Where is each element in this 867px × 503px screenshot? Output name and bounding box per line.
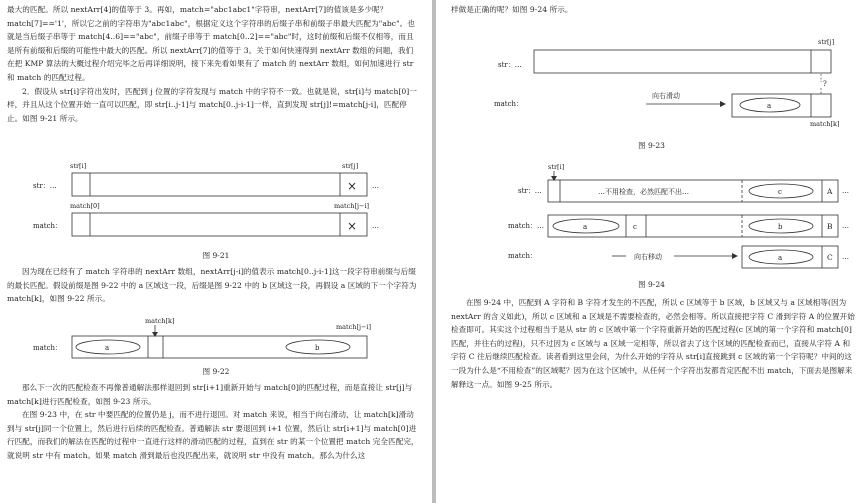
fig24-region-c: c [778,188,782,196]
figure-9-23-caption: 图 9-23 [638,141,665,150]
fig23-question-mark: ? [823,80,827,88]
fig21-str-j-label: str[j] [342,162,359,170]
left-paragraph-1: 最大的匹配。所以 nextArr[4]的值等于 3。再如，match="abc1abc1"字符串，nextArr[7]的值该是多少呢？match[7]=='1'，所以它之前的字符串为"abc1abc"，根据定义这个字符串的后缀子串和前缀子串最大匹配为"abc"。也就是当后缀子串等于 match[4..6]=="abc"，前缀子串等于 match[0..2]=="abc"时，这时前缀和后缀不仅相等，而且是所有前缀和后缀的可能性中最大的匹配。所以 nextArr[7]的值等于 3。关于如何快速得到 nextArr 数组的问题，我们在把 KMP 算法的大概过程介绍完毕之后再详细说明，接下来先看如果有了 match 的 nextArr 数组，如何加速进行 str 和 match 的匹配过程。 2．假设从 str[i]字符出发时，匹配到 j 位置的字符发现与 match 中的字符不一致。也就是说，str[i]与 match[0]一样，并且从这个位置开始一直可以匹配，即 str[i..j-1]与 match[0..j-i-1]一样，直到发现 str[j]!=match[j-i]，匹配停止。如图 9-21 所示。 [7,3,420,125]
left-page [0,0,432,503]
figure-9-23 [436,34,867,130]
fig24-region-c-match: c [633,223,637,231]
figure-9-24-caption: 图 9-24 [638,280,665,289]
fig21-match-label: match： [33,222,63,230]
fig24-match2-label: match： [508,252,538,260]
left-paragraph-5: 在图 9-23 中，在 str 中要匹配的位置仍是 j，而不进行退回。对 match 来说，相当于向右滑动，让 match[k]滑动到与 str[j]同一个位置上，然后进行后续的匹配检查。普通解法 str 要退回到 i+1 位置，然后让 str[i+1]与 match[0]进行匹配，而我们的解法在匹配的过程中一直进行这样的滑动匹配的过程，直到在 str 的某一个位置把 match 完全匹配完，就说明 str 中有 match。如果 match 滑到最后也没匹配出来，就说明 str 中没有 match。那么为什么这 [7,410,419,460]
fig22-region-a: a [105,344,110,352]
right-page [436,0,867,503]
fig21-match-ji-label: match[j−i] [334,202,370,210]
figure-9-21-caption: 图 9-21 [202,251,230,260]
fig21-ellipsis-bottom: … [372,222,379,230]
left-paragraph-3: 因为现在已经有了 match 字符串的 nextArr 数组，nextArr[j-i]的值表示 match[0..j-i-1]这一段字符串前缀与后缀的最长匹配。假设前缀是图 9-22 中的 a 区域这一段，后缀是图 9-22 中的 b 区域这一段，再假设 a 区域的下一个字符为 match[k]，如图 9-22 所示。 [7,267,417,304]
fig22-match-label: match： [33,344,63,352]
figure-9-22 [0,316,432,366]
figure-9-21 [0,160,432,250]
figure-9-24 [436,160,867,270]
fig22-match-ji-label: match[j−i] [336,323,372,331]
fig24-char-A: A [827,187,833,196]
right-paragraph-1: 样做是正确的呢？如图 9-24 所示。 [451,5,573,14]
fig23-region-a: a [767,102,772,110]
fig24-region-b: b [778,223,783,231]
left-paragraph-2: 2．假设从 str[i]字符出发时，匹配到 j 位置的字符发现与 match 中的字符不一致。也就是说，str[i]与 match[0]一样，并且从这个位置开始一直可以匹配，即 str[i..j-1]与 match[0..j-i-1]一样，直到发现 str[j]!=match[j-i]，匹配停止。如图 9-21 所示。 [7,86,417,123]
fig21-str-label: str：… [33,182,57,190]
right-paragraph-2: 在图 9-24 中，匹配到 A 字符和 B 字符才发生的不匹配，所以 c 区域等于 b 区域，b 区域又与 a 区域相等(因为 nextArr 的含义如此)，所以 c 区域和 a 区域是不需要检查的，必然会相等。所以直接把字符 C 滑到字符 A 的位置开始检查即可。其实这个过程相当于是从 str 的 c 区域中第一个字符重新开始的匹配过程(c 区域的第一个字符和 match[0]匹配，并往右的过程)，只不过因为 c 区域与 a 区域一定相等，所以省去了这个区域的匹配检查而已，直接从字符 A 和字符 C 往后继续匹配检查。读者看到这里会问，为什么开始的字符从 str[i]直接跳到 c 区域的第一个字符呢？中间的这一段为什么是“不用检查”的区域呢？因为在这个区域中，从任何一个字符出发都肯定匹配不出 match，下面去是图解来解释这一点。如图 9-25 所示。 [451,298,855,389]
fig24-move-label: 向右移动 [634,253,662,261]
fig24-region-a-shifted: a [778,254,783,262]
fig21-x-mark-bottom: × [347,219,358,233]
fig21-match0-label: match[0] [70,202,100,210]
fig24-str-i-label: str[i] [548,163,565,171]
fig24-char-C: C [827,253,833,262]
fig23-match-k-label: match[k] [810,120,840,128]
fig24-str-label: str：… [518,187,542,195]
figure-9-22-caption: 图 9-22 [202,367,230,376]
fig24-ellipsis-mid: … [842,222,849,230]
fig23-str-label: str：… [498,61,522,69]
fig23-slide-label: 向右滑动 [652,92,680,100]
fig24-region-a-match: a [583,223,588,231]
fig22-region-b: b [315,344,320,352]
left-paragraph-4: 那么下一次的匹配检查不再像普通解法那样退回到 str[i+1]重新开始与 match[0]的匹配过程，而是直接让 str[j]与 match[k]进行匹配检查，如图 9-23 所示。 在图 9-23 中，在 str 中要匹配的位置仍是 j，而不进行退回。对 match 来说，相当于向右滑动，让 match[k]滑动到与 str[j]同一个位置上，然后进行后续的匹配检查。普通解法 str 要退回到 i+1 位置，然后让 str[i+1]与 match[0]进行匹配，而我们的解法在匹配的过程中一直进行这样的滑动匹配的过程，直到在 str 的某一个位置把 match 完全匹配完，就说明 str 中有 match。如果 match 滑到最后也没匹配出来，就说明 str 中没有 match。那么为什么这 [7,381,420,463]
fig24-char-B: B [827,222,833,231]
fig23-match-label: match： [494,100,524,108]
fig22-match-k-label: match[k] [145,317,175,325]
fig24-ellipsis-bottom: … [842,253,849,261]
fig24-match-label: match：… [508,222,545,230]
fig21-str-i-label: str[i] [70,162,87,170]
fig21-ellipsis-top: … [372,182,379,190]
fig24-ellipsis-top: … [842,187,849,195]
fig21-x-mark-top: × [347,179,358,193]
fig23-str-j-label: str[j] [818,38,835,46]
fig24-no-check-label: …不用检查，必然匹配不出… [598,188,689,196]
